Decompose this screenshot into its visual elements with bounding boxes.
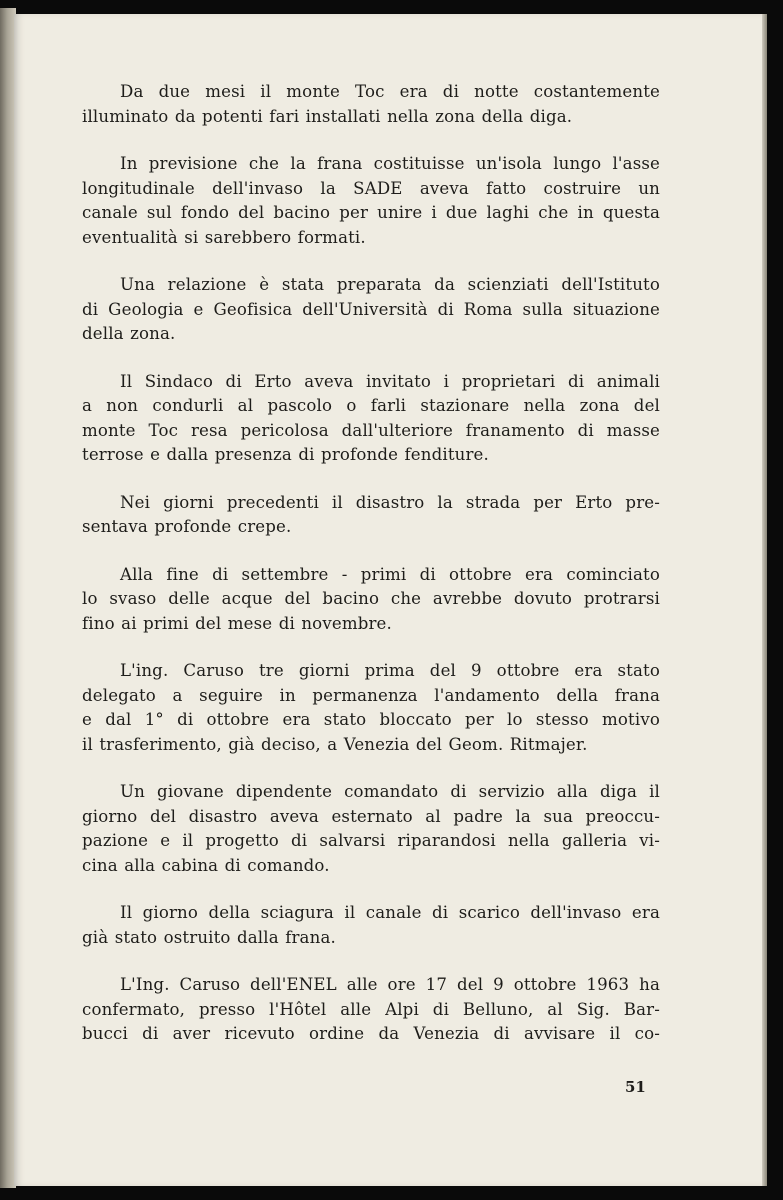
paragraph-5 xyxy=(82,491,660,540)
text-line: Una relazione è stata preparata da scienziati dell'Istituto xyxy=(120,275,660,294)
paragraph-2 xyxy=(82,152,660,250)
paragraph-9 xyxy=(82,901,660,950)
text-line: della zona. xyxy=(82,324,176,343)
paragraph-3 xyxy=(82,273,660,347)
text-line: eventualità si sarebbero formati. xyxy=(82,227,366,247)
text-line: a non condurli al pascolo o farli stazionare nella zona del xyxy=(82,396,660,415)
text-line: terrose e dalla presenza di profonde fenditure. xyxy=(82,445,489,464)
text-line: Il Sindaco di Erto aveva invitato i proprietari di animali xyxy=(120,371,660,391)
paragraph-8 xyxy=(82,780,660,878)
text-line: Alla fine di settembre - primi di ottobre era cominciato xyxy=(120,564,660,584)
body-text xyxy=(82,80,660,1070)
text-line: cina alla cabina di comando. xyxy=(82,855,330,875)
text-line: e dal 1° di ottobre era stato bloccato per lo stesso motivo xyxy=(82,710,660,729)
text-line: longitudinale dell'invaso la SADE aveva fatto costruire un xyxy=(82,178,660,198)
text-line: illuminato da potenti fari installati nella zona della diga. xyxy=(82,106,573,126)
text-line: Da due mesi il monte Toc era di notte costantemente xyxy=(120,82,660,101)
paragraph-7 xyxy=(82,659,660,757)
text-line: Un giovane dipendente comandato di servizio alla diga il xyxy=(120,782,660,801)
text-line: In previsione che la frana costituisse un'isola lungo l'asse xyxy=(120,154,660,173)
text-line: il trasferimento, già deciso, a Venezia del Geom. Ritmajer. xyxy=(82,734,588,754)
text-line: confermato, presso l'Hôtel alle Alpi di Belluno, al Sig. Bar- xyxy=(82,999,660,1019)
text-line: pazione e il progetto di salvarsi riparandosi nella galleria vi- xyxy=(82,831,660,850)
text-line: già stato ostruito dalla frana. xyxy=(82,927,336,947)
text-line: Nei giorni precedenti il disastro la strada per Erto pre- xyxy=(120,492,660,512)
text-line: canale sul fondo del bacino per unire i due laghi che in questa xyxy=(82,203,660,222)
text-line: di Geologia e Geofisica dell'Università di Roma sulla situazione xyxy=(82,299,660,319)
text-line: monte Toc resa pericolosa dall'ulteriore franamento di masse xyxy=(82,420,660,440)
text-line: L'Ing. Caruso dell'ENEL alle ore 17 del 9 ottobre 1963 ha xyxy=(120,975,660,994)
paragraph-6 xyxy=(82,563,660,637)
text-line: fino ai primi del mese di novembre. xyxy=(82,613,392,633)
text-line: Il giorno della sciagura il canale di scarico dell'invaso era xyxy=(120,903,660,922)
paragraph-1 xyxy=(82,80,660,129)
page-number: 51 xyxy=(625,1078,646,1096)
paragraph-4 xyxy=(82,370,660,468)
paragraph-10 xyxy=(82,973,660,1047)
text-line: lo svaso delle acque del bacino che avrebbe dovuto protrarsi xyxy=(82,589,660,608)
text-line: giorno del disastro aveva esternato al padre la sua preoccu- xyxy=(82,806,660,826)
page-edge-shadow xyxy=(762,14,767,1186)
text-line: delegato a seguire in permanenza l'andamento della frana xyxy=(82,685,660,705)
text-line: L'ing. Caruso tre giorni prima del 9 ottobre era stato xyxy=(120,661,660,680)
text-line: bucci di aver ricevuto ordine da Venezia di avvisare il co- xyxy=(82,1024,660,1043)
text-line: sentava profonde crepe. xyxy=(82,517,292,536)
